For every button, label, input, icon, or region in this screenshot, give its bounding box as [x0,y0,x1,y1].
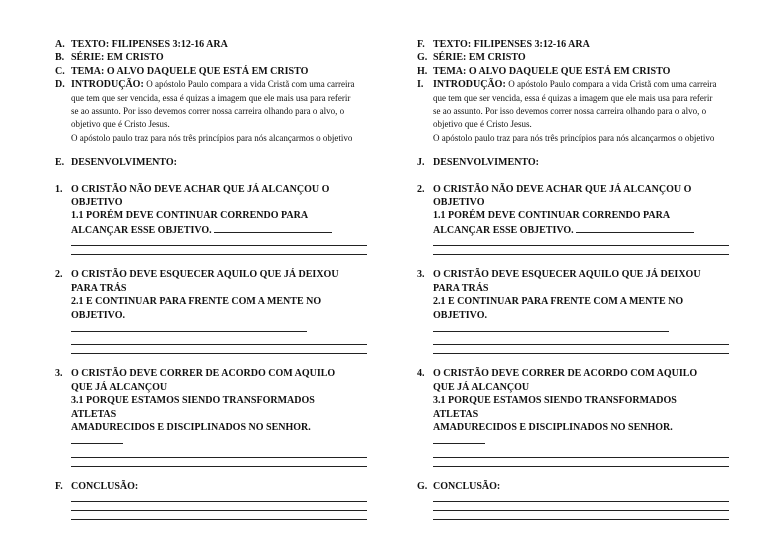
list-marker: G. [417,52,428,64]
conclusion-label: CONCLUSÃO: [433,480,501,492]
point-number: 1. [55,183,63,195]
worksheet-left [55,38,355,520]
intro-text: O apóstolo Paulo compara a vida Cristã com uma carreira que tem que ser vencida, essa é quizas a imagem que ele mais usa para referir se ao assunto. Por isso devemos correr nossa carreira olhando para o alvo, o objetivo que é Cristo Jesus. [433,79,717,130]
answer-line[interactable] [71,457,367,458]
intro-label: INTRODUÇÃO: [433,79,506,91]
point-sub: AMADURECIDOS E DISCIPLINADOS NO SENHOR. [433,421,673,433]
header-text: TEXTO: FILIPENSES 3:12-16 ARA [433,39,590,50]
point-2 [55,268,355,336]
point-number: 2. [417,183,425,195]
list-marker: C. [55,65,65,77]
point-sub: 2.1 E CONTINUAR PARA FRENTE COM A MENTE NO [71,296,322,308]
conclusion-heading [55,480,355,493]
header-text: TEMA: O ALVO DAQUELE QUE ESTÁ EM CRISTO [433,65,671,77]
point-2 [417,268,717,336]
header-item-series [55,51,355,64]
point-sub: OBJETIVO. [433,309,487,321]
point-sub: 1.1 PORÉM DEVE CONTINUAR CORRENDO PARA [71,210,309,222]
point-1 [55,183,355,238]
point-title: O CRISTÃO NÃO DEVE ACHAR QUE JÁ ALCANÇOU O OBJETIVO [433,183,692,209]
intro-text-2: O apóstolo paulo traz para nós três princípios para nós alcançarmos o objetivo [433,132,715,143]
point-sub: ALCANÇAR ESSE OBJETIVO. [71,224,212,236]
point-title: O CRISTÃO DEVE CORRER DE ACORDO COM AQUILO QUE JÁ ALCANÇOU [433,368,698,393]
header-text: SÉRIE: EM CRISTO [433,52,526,64]
header-item-theme [55,65,355,78]
intro-text-2: O apóstolo paulo traz para nós três princípios para nós alcançarmos o objetivo [71,132,353,143]
point-title: O CRISTÃO NÃO DEVE ACHAR QUE JÁ ALCANÇOU O OBJETIVO [71,183,330,209]
header-item-text [417,38,717,51]
conclusion-label: CONCLUSÃO: [71,480,139,492]
point-sub: 1.1 PORÉM DEVE CONTINUAR CORRENDO PARA [433,210,671,222]
point-title: O CRISTÃO DEVE ESQUECER AQUILO QUE JÁ DEIXOU PARA TRÁS [71,269,339,294]
header-text: TEXTO: FILIPENSES 3:12-16 ARA [71,39,228,50]
point-sub: OBJETIVO. [71,309,125,321]
header-item-text [55,38,355,51]
header-text: SÉRIE: EM CRISTO [71,52,164,64]
list-marker: G. [417,480,428,492]
introduction [55,78,355,145]
list-marker: H. [417,65,428,77]
list-marker: F. [55,480,63,492]
list-marker: B. [55,52,65,64]
answer-blank[interactable] [71,434,123,444]
answer-line[interactable] [433,510,729,511]
development-label: DESENVOLVIMENTO: [433,157,539,169]
answer-line[interactable] [433,519,729,520]
development-label: DESENVOLVIMENTO: [71,157,177,169]
point-title: O CRISTÃO DEVE CORRER DE ACORDO COM AQUILO QUE JÁ ALCANÇOU [71,368,336,393]
list-marker: D. [55,79,65,91]
header-text: TEMA: O ALVO DAQUELE QUE ESTÁ EM CRISTO [71,65,309,77]
point-1 [417,183,717,238]
point-title: O CRISTÃO DEVE ESQUECER AQUILO QUE JÁ DEIXOU PARA TRÁS [433,269,701,294]
point-number: 3. [55,368,63,380]
answer-line[interactable] [71,501,367,502]
list-marker: A. [55,39,65,50]
point-sub: 3.1 PORQUE ESTAMOS SIENDO TRANSFORMADOS ATLETAS [433,395,677,420]
intro-label: INTRODUÇÃO: [71,79,144,91]
answer-blank[interactable] [71,322,307,332]
point-3 [55,367,355,448]
point-sub: ALCANÇAR ESSE OBJETIVO. [433,224,574,236]
point-number: 3. [417,269,425,281]
answer-line[interactable] [71,510,367,511]
answer-line[interactable] [71,519,367,520]
introduction [417,78,717,145]
list-marker: I. [417,79,424,91]
point-number: 2. [55,269,63,281]
header-item-series [417,51,717,64]
list-marker: E. [55,157,65,169]
header-item-theme [417,65,717,78]
point-sub: 3.1 PORQUE ESTAMOS SIENDO TRANSFORMADOS ATLETAS [71,395,315,420]
point-3 [417,367,717,448]
conclusion-heading [417,480,717,493]
answer-blank[interactable] [576,223,694,233]
answer-line[interactable] [433,245,729,246]
point-sub: 2.1 E CONTINUAR PARA FRENTE COM A MENTE NO [433,296,684,308]
development-heading [55,156,355,169]
answer-line[interactable] [433,501,729,502]
answer-line[interactable] [71,245,367,246]
list-marker: J. [417,157,425,169]
list-marker: F. [417,39,425,50]
point-number: 4. [417,368,425,380]
development-heading [417,156,717,169]
answer-blank[interactable] [433,434,485,444]
intro-text: O apóstolo Paulo compara a vida Cristã com uma carreira que tem que ser vencida, essa é quizas a imagem que ele mais usa para referir se ao assunto. Por isso devemos correr nossa carreira olhando para o alvo, o objetivo que é Cristo Jesus. [71,79,355,130]
worksheet-right [417,38,717,520]
answer-blank[interactable] [214,223,332,233]
answer-line[interactable] [433,457,729,458]
point-sub: AMADURECIDOS E DISCIPLINADOS NO SENHOR. [71,421,311,433]
answer-line[interactable] [433,344,729,345]
answer-line[interactable] [71,344,367,345]
answer-blank[interactable] [433,322,669,332]
